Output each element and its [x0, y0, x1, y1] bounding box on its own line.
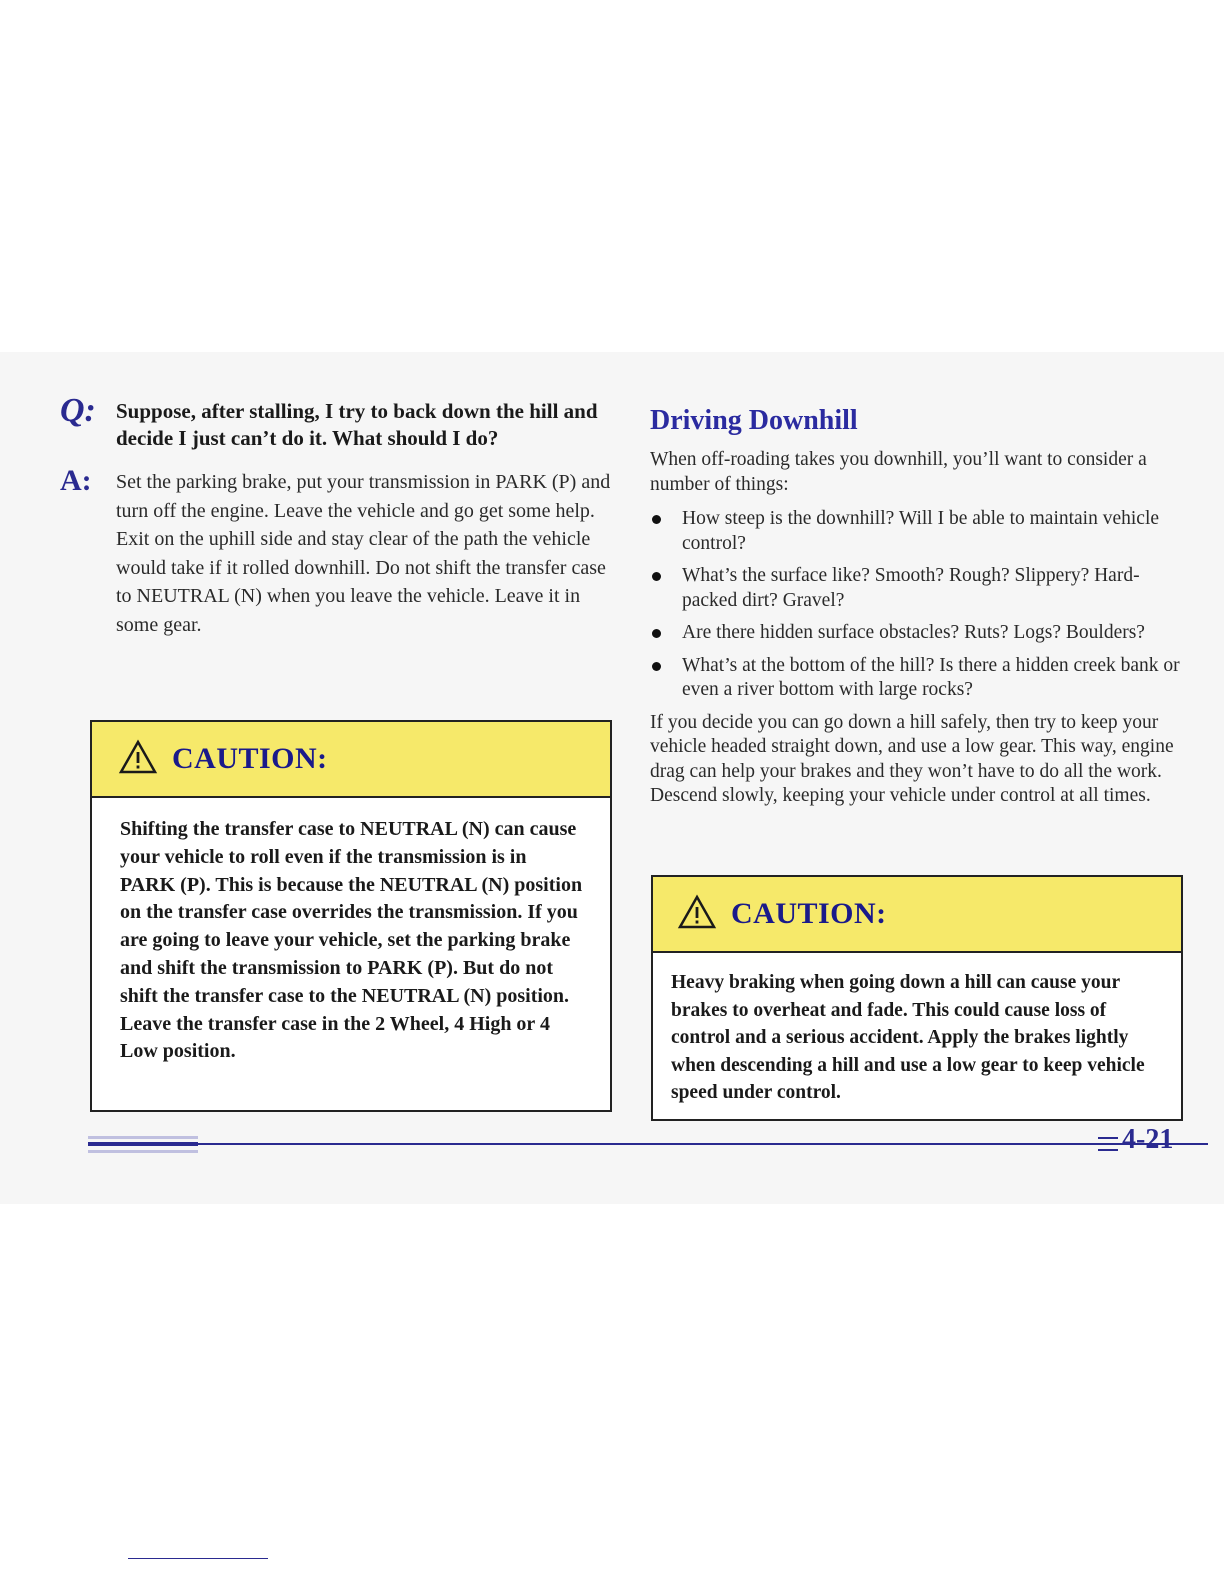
driving-downhill-section [650, 402, 1190, 809]
list-item: What’s at the bottom of the hill? Is there a hidden creek bank or even a river bottom with large rocks? [650, 654, 1190, 703]
section-paragraph: If you decide you can go down a hill safely, then try to keep your vehicle headed straight down, and use a low gear. This way, engine drag can help your brakes and they won’t have to do all the work. Descend slowly, keeping your vehicle under control at all times. [650, 711, 1174, 806]
section-title: Driving Downhill [650, 405, 858, 436]
bullet-icon [652, 662, 661, 671]
footer-rule [88, 1132, 1118, 1162]
answer-text: Set the parking brake, put your transmission in PARK (P) and turn off the engine. Leave the vehicle and go get some help. Exit on the uphill side and stay clear of the path the vehicle would take if it rolled downhill. Do not shift the transfer case to NEUTRAL (N) when you leave the vehicle. Leave it in some gear. [116, 471, 611, 636]
caution-box-transfer-case [90, 720, 612, 1112]
list-item: Are there hidden surface obstacles? Ruts? Logs? Boulders? [650, 621, 1190, 646]
bullet-icon [652, 629, 661, 638]
question-mark-label: Q: [60, 392, 96, 429]
list-item: What’s the surface like? Smooth? Rough? Slippery? Hard-packed dirt? Gravel? [650, 564, 1190, 613]
section-intro: When off-roading takes you downhill, you’ll want to consider a number of things: [650, 449, 1147, 495]
answer-row [60, 464, 620, 639]
bottom-divider [128, 1558, 268, 1559]
caution-header [92, 722, 610, 798]
page-number: 4-21 [1122, 1124, 1174, 1155]
caution-title: CAUTION: [172, 742, 328, 775]
question-answer-block [60, 392, 620, 639]
caution-header [653, 877, 1181, 953]
warning-triangle-icon [677, 894, 717, 935]
caution-body-text: Shifting the transfer case to NEUTRAL (N) can cause your vehicle to roll even if the transmission is in PARK (P). This is because the NEUTRAL (N) position on the transfer case overrides the transmission. If you are going to leave your vehicle, set the parking brake and shift the transmission to PARK (P). But do not shift the transfer case to the NEUTRAL (N) position. Leave the transfer case in the 2 Wheel, 4 High or 4 Low position. [120, 818, 583, 1063]
consideration-list [650, 507, 1190, 703]
warning-triangle-icon [118, 739, 158, 780]
caution-box-heavy-braking [651, 875, 1183, 1121]
question-row [60, 392, 620, 452]
question-text: Suppose, after stalling, I try to back down the hill and decide I just can’t do it. What should I do? [116, 399, 598, 450]
answer-mark-label: A: [60, 464, 92, 497]
list-item: How steep is the downhill? Will I be able to maintain vehicle control? [650, 507, 1190, 556]
bullet-icon [652, 572, 661, 581]
bullet-icon [652, 515, 661, 524]
caution-title: CAUTION: [731, 897, 887, 930]
caution-body-text: Heavy braking when going down a hill can cause your brakes to overheat and fade. This could cause loss of control and a serious accident. Apply the brakes lightly when descending a hill and use a low gear to keep vehicle speed under control. [671, 972, 1145, 1104]
